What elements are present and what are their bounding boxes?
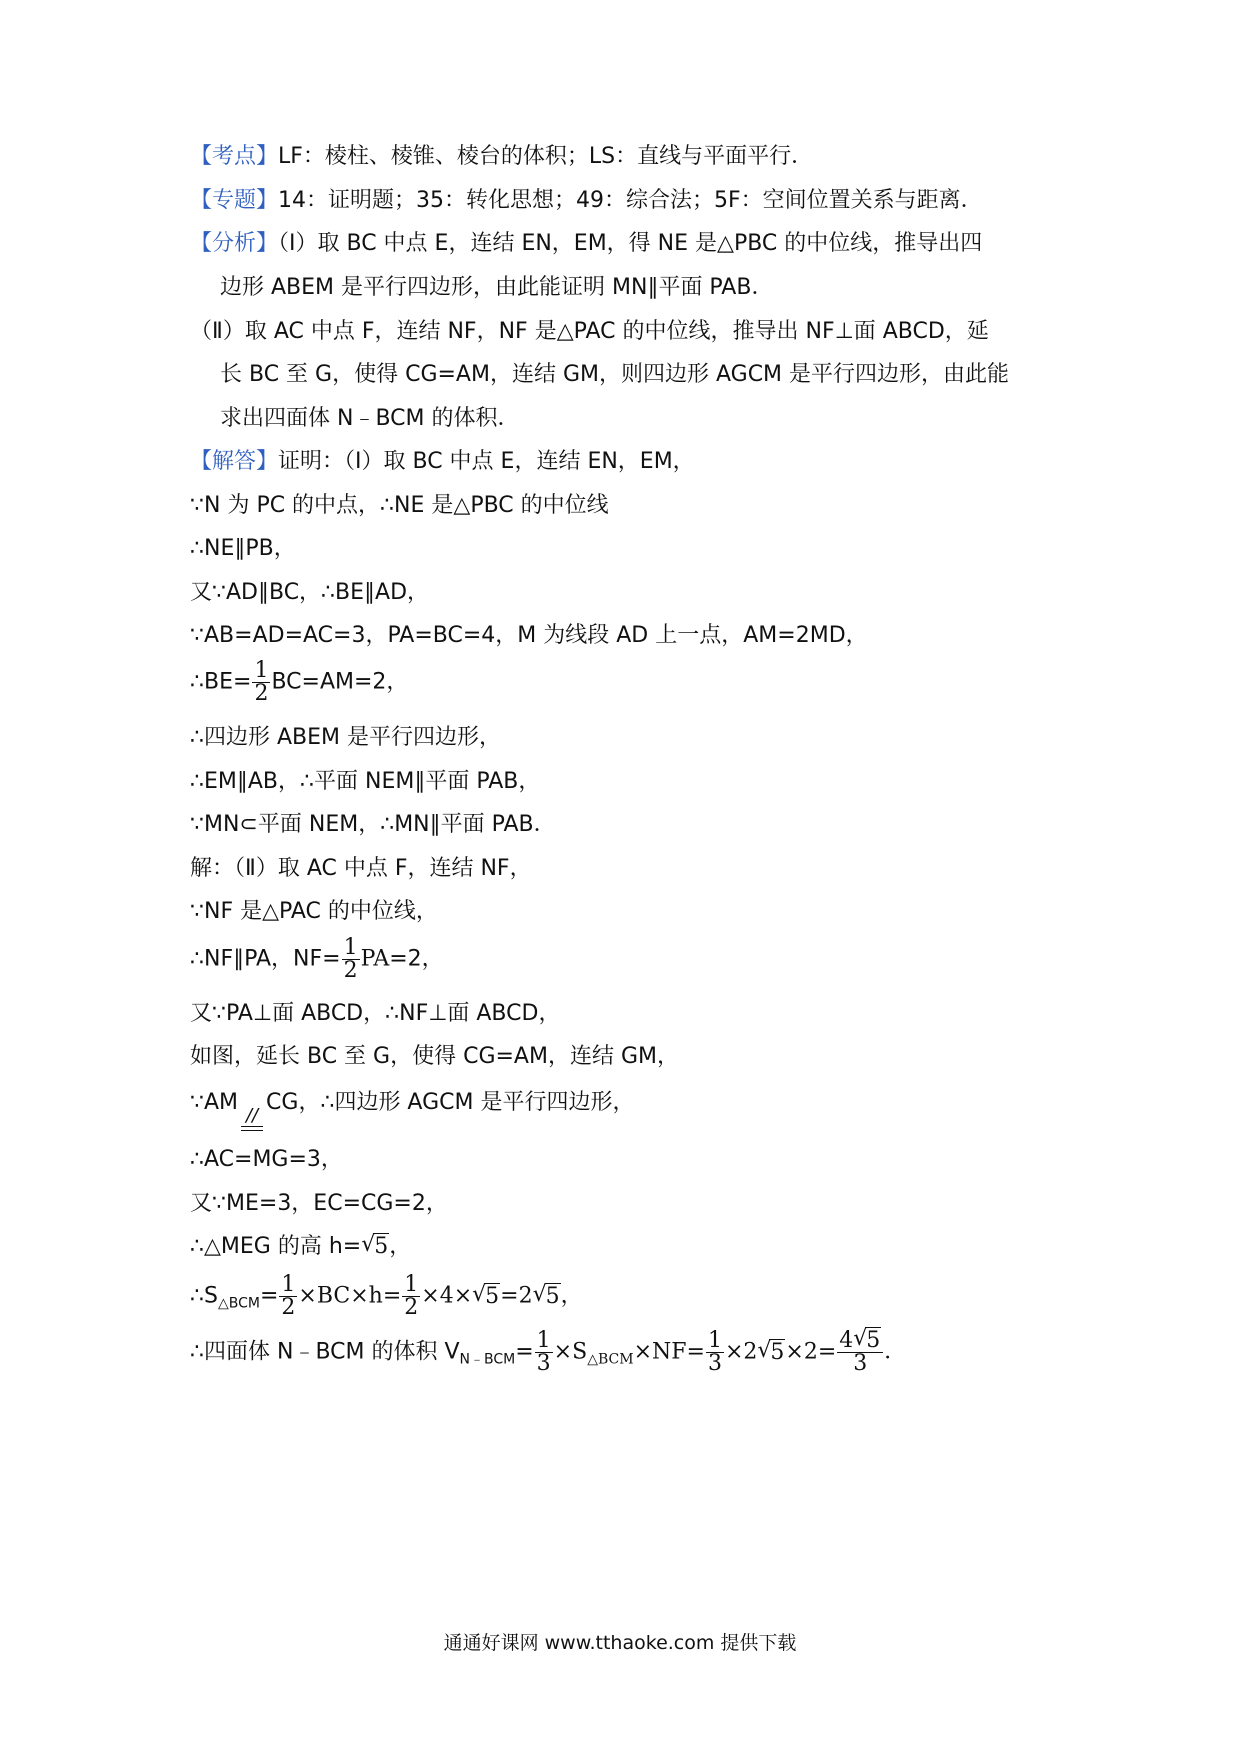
equal-bars xyxy=(241,1126,263,1131)
eq: = xyxy=(259,1283,279,1309)
area-label: ∴S xyxy=(190,1283,218,1309)
frac-num: 1 xyxy=(254,658,269,683)
frac-num xyxy=(837,1330,883,1353)
jieda-line-2: ∴NE∥PB， xyxy=(190,536,296,561)
fenxi-tag: 【分析】 xyxy=(190,231,279,256)
jieda-line-3: 又∵AD∥BC，∴BE∥AD， xyxy=(190,580,430,605)
jieda-line-0 xyxy=(190,447,695,477)
comma: ， xyxy=(389,1234,412,1259)
frac-num: 1 xyxy=(281,1272,296,1297)
jieda-first: 证明：（Ⅰ）取 BC 中点 E，连结 EN，EM， xyxy=(278,449,695,474)
frac-num: 1 xyxy=(404,1272,419,1297)
jieda-line-8: ∵MN⊂平面 NEM，∴MN∥平面 PAB． xyxy=(190,812,556,837)
nf-label: ∴NF∥PA，NF= xyxy=(190,946,341,972)
times-s: ×S xyxy=(553,1339,588,1365)
sqrt-five xyxy=(533,1282,561,1312)
fenxi-line-3: （Ⅱ）取 AC 中点 F，连结 NF，NF 是△PAC 的中位线，推导出 NF⊥面 ABCD，延 xyxy=(190,319,989,344)
am-label: ∵AM xyxy=(190,1090,239,1115)
jieda-line-16: 又∵ME=3，EC=CG=2， xyxy=(190,1191,448,1216)
area-subscript: △BCM xyxy=(587,1351,634,1368)
jieda-line-1: ∵N 为 PC 的中点，∴NE 是△PBC 的中位线 xyxy=(190,493,609,518)
kaodian-text: LF：棱柱、棱锥、棱台的体积；LS：直线与平面平行． xyxy=(278,144,814,169)
jieda-line-15: ∴AC=MG=3， xyxy=(190,1147,343,1172)
fraction-result xyxy=(837,1330,883,1375)
frac-num: 1 xyxy=(707,1328,722,1353)
radicand: 5 xyxy=(545,1283,560,1309)
jieda-line-10: ∵NF 是△PAC 的中位线， xyxy=(190,899,438,924)
volume-subscript: N﹣BCM xyxy=(459,1351,516,1368)
times-two-eq: ×2= xyxy=(785,1339,837,1365)
eq-two: =2， xyxy=(389,946,444,972)
fraction-third xyxy=(535,1330,553,1375)
radicand: 5 xyxy=(374,1234,389,1259)
times-four: ×4× xyxy=(421,1283,473,1309)
frac-num: 1 xyxy=(536,1328,551,1353)
kaodian-tag: 【考点】 xyxy=(190,144,279,169)
bc-text: BC=AM=2， xyxy=(271,669,409,695)
cg-text: CG，∴四边形 AGCM 是平行四边形， xyxy=(266,1090,635,1115)
jieda-line-18 xyxy=(190,1274,583,1319)
zhuanti-line xyxy=(190,186,983,216)
jieda-line-11 xyxy=(190,937,444,982)
fraction-half xyxy=(252,660,270,705)
period: ． xyxy=(884,1339,907,1365)
fenxi-line-4: 长 BC 至 G，使得 CG=AM，连结 GM，则四边形 AGCM 是平行四边形，由此能 xyxy=(220,362,1010,387)
times-two: ×2 xyxy=(724,1339,758,1365)
eq-two: =2 xyxy=(500,1283,533,1309)
jieda-line-12: 又∵PA⊥面 ABCD，∴NF⊥面 ABCD， xyxy=(190,1001,561,1026)
sqrt-five xyxy=(757,1338,785,1368)
jieda-line-6: ∴四边形 ABEM 是平行四边形， xyxy=(190,725,502,750)
fraction-half xyxy=(279,1274,297,1319)
fraction-third xyxy=(706,1330,724,1375)
volume-label: ∴四面体 N﹣BCM 的体积 V xyxy=(190,1339,460,1365)
radicand: 5 xyxy=(770,1339,785,1365)
frac-den: 2 xyxy=(281,1295,296,1320)
fenxi-line-1 xyxy=(190,229,982,259)
radicand: 5 xyxy=(866,1328,881,1353)
zhuanti-text: 14：证明题；35：转化思想；49：综合法；5F：空间位置关系与距离． xyxy=(278,188,983,213)
sqrt-five xyxy=(472,1282,500,1312)
jieda-tag: 【解答】 xyxy=(190,449,279,474)
jieda-line-4: ∵AB=AD=AC=3，PA=BC=4，M 为线段 AD 上一点，AM=2MD， xyxy=(190,623,868,648)
fenxi-line-2: 边形 ABEM 是平行四边形，由此能证明 MN∥平面 PAB． xyxy=(220,275,774,300)
fraction-half xyxy=(342,937,360,982)
radicand: 5 xyxy=(485,1283,500,1309)
jieda-line-17 xyxy=(190,1232,411,1262)
parallel-equal-symbol xyxy=(238,1106,266,1131)
be-label: ∴BE= xyxy=(190,669,252,695)
jieda-line-14 xyxy=(190,1088,634,1131)
coef-four: 4 xyxy=(839,1328,854,1353)
jieda-line-5 xyxy=(190,660,408,705)
frac-den: 3 xyxy=(536,1351,551,1376)
sqrt-five xyxy=(853,1330,881,1352)
area-subscript: △BCM xyxy=(217,1295,260,1312)
jieda-line-9: 解：（Ⅱ）取 AC 中点 F，连结 NF， xyxy=(190,856,532,881)
kaodian-line xyxy=(190,142,813,172)
frac-den: 2 xyxy=(404,1295,419,1320)
times-nf: ×NF= xyxy=(633,1339,705,1365)
frac-den: 2 xyxy=(343,958,358,983)
parallel-mark: // xyxy=(245,1105,259,1126)
sqrt-five xyxy=(361,1232,389,1262)
frac-den: 2 xyxy=(254,681,269,706)
jieda-line-19 xyxy=(190,1330,906,1375)
times-bc-h: ×BC×h= xyxy=(298,1283,402,1309)
zhuanti-tag: 【专题】 xyxy=(190,188,279,213)
footer-source: 通通好课网 www.tthaoke.com 提供下载 xyxy=(443,1632,797,1654)
fraction-half xyxy=(402,1274,420,1319)
fenxi-text-1: （Ⅰ）取 BC 中点 E，连结 EN，EM，得 NE 是△PBC 的中位线，推导出四 xyxy=(278,231,983,256)
pa-text: PA xyxy=(360,946,390,972)
comma: ， xyxy=(560,1283,583,1309)
jieda-line-7: ∴EM∥AB，∴平面 NEM∥平面 PAB， xyxy=(190,769,541,794)
jieda-line-13: 如图，延长 BC 至 G，使得 CG=AM，连结 GM， xyxy=(190,1044,679,1069)
fenxi-line-5: 求出四面体 N﹣BCM 的体积． xyxy=(220,406,520,431)
frac-den: 3 xyxy=(853,1351,868,1376)
eq: = xyxy=(515,1339,534,1365)
height-label: ∴△MEG 的高 h= xyxy=(190,1234,362,1259)
frac-den: 3 xyxy=(707,1351,722,1376)
frac-num: 1 xyxy=(343,935,358,960)
